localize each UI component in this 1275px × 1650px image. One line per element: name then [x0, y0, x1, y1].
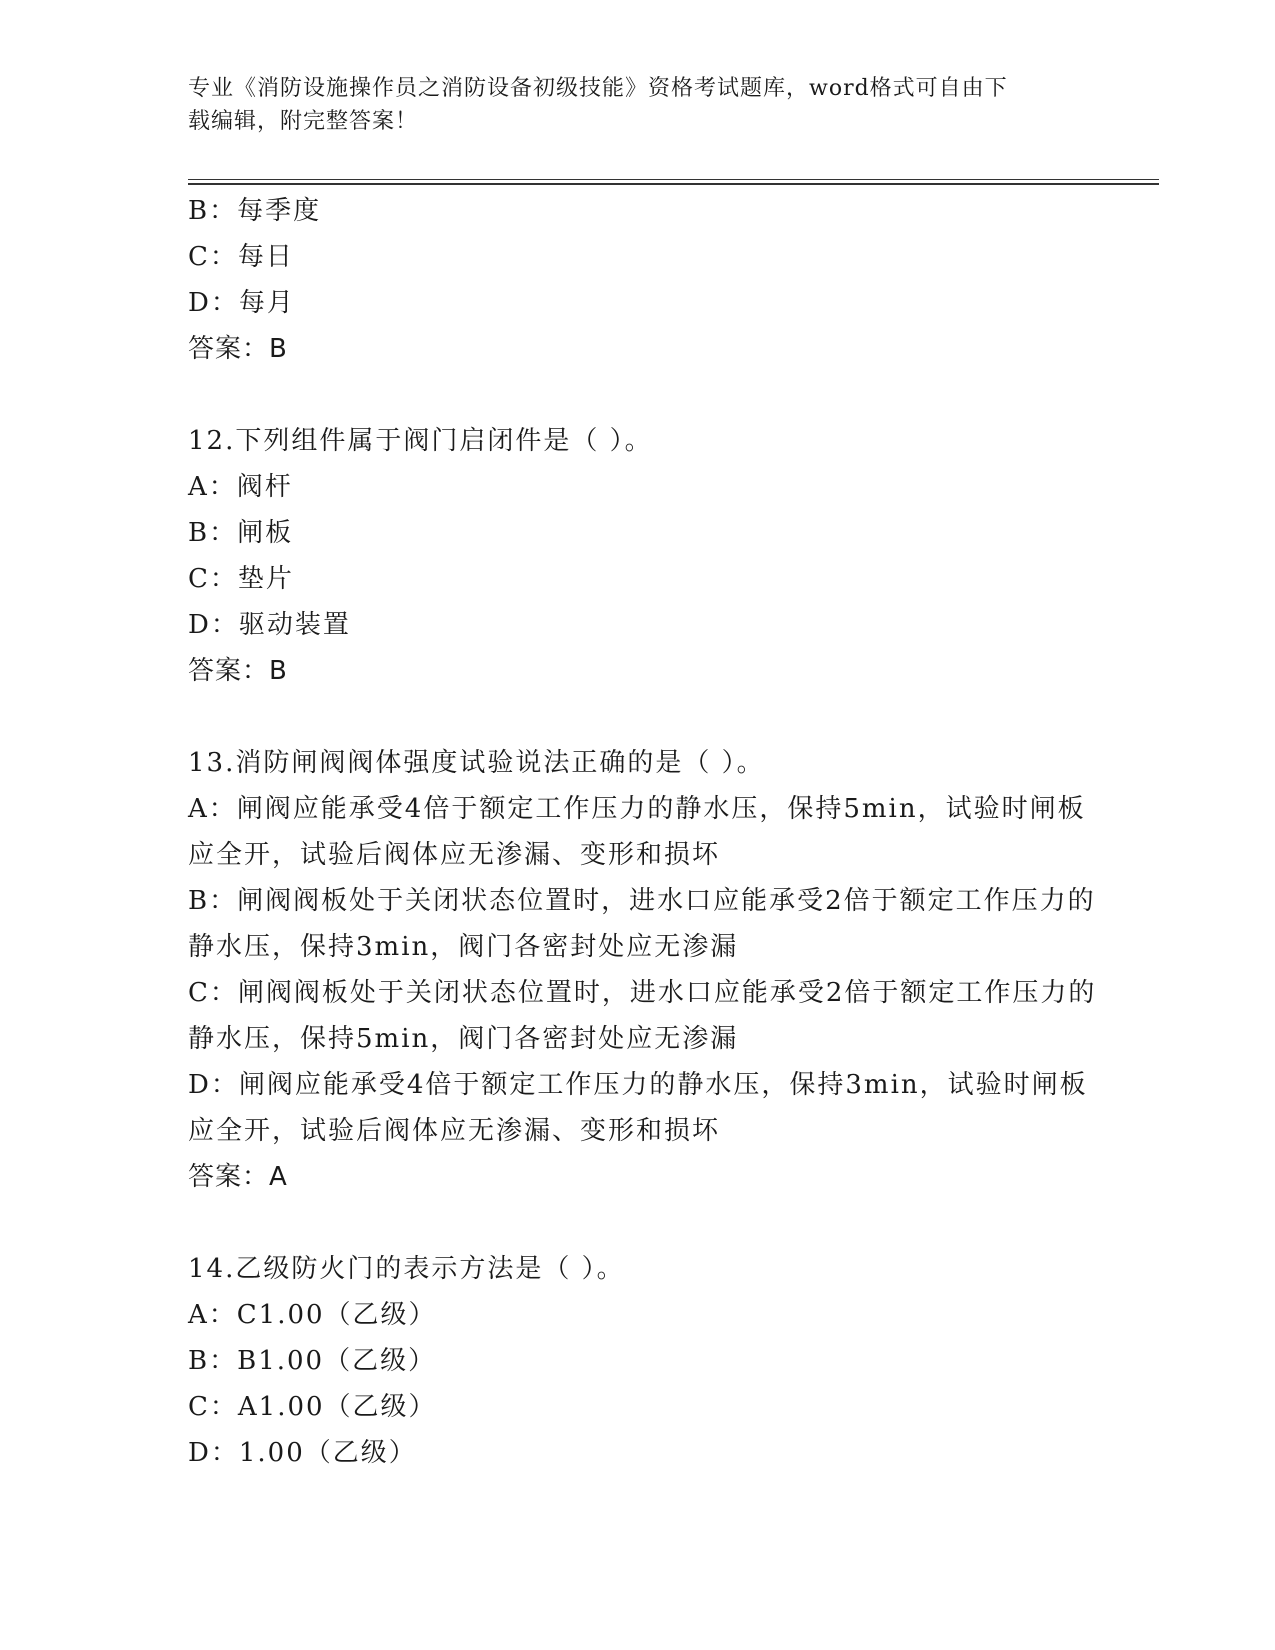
option-b: B：闸阀阀板处于关闭状态位置时，进水口应能承受2倍于额定工作压力的静水压，保持3min，阀门各密封处应无渗漏 [188, 886, 1096, 962]
option-a: A：闸阀应能承受4倍于额定工作压力的静水压，保持5min，试验时闸板应全开，试验后阀体应无渗漏、变形和损坏 [188, 794, 1086, 870]
answer-label: 答案：B [188, 334, 288, 364]
answer-label: 答案：B [188, 656, 288, 686]
option-d: D：每月 [188, 288, 295, 318]
option-b: B：闸板 [188, 518, 294, 548]
question-stem: 14.乙级防火门的表示方法是（ ）。 [188, 1254, 625, 1284]
option-d: D：闸阀应能承受4倍于额定工作压力的静水压，保持3min，试验时闸板应全开，试验后阀体应无渗漏、变形和损坏 [188, 1070, 1088, 1146]
question-list [188, 188, 1108, 1476]
spacer [188, 1200, 1108, 1246]
question-block-13 [188, 740, 1108, 1200]
header-divider [188, 179, 1159, 185]
option-d: D：驱动装置 [188, 610, 351, 640]
spacer [188, 372, 1108, 418]
option-a: A：C1.00（乙级） [188, 1300, 437, 1330]
option-c: C：A1.00（乙级） [188, 1392, 437, 1422]
option-c: C：每日 [188, 242, 294, 272]
spacer [188, 694, 1108, 740]
answer-label: 答案：A [188, 1162, 288, 1192]
option-c: C：闸阀阀板处于关闭状态位置时，进水口应能承受2倍于额定工作压力的静水压，保持5min，阀门各密封处应无渗漏 [188, 978, 1097, 1054]
question-block-prev [188, 188, 1108, 372]
option-b: B：B1.00（乙级） [188, 1346, 437, 1376]
question-stem: 13.消防闸阀阀体强度试验说法正确的是（ ）。 [188, 748, 765, 778]
header-line-2: 载编辑，附完整答案！ [188, 109, 419, 134]
option-b: B：每季度 [188, 196, 322, 226]
header-line-1: 专业《消防设施操作员之消防设备初级技能》资格考试题库，word格式可自由下 [188, 76, 1008, 101]
option-d: D：1.00（乙级） [188, 1438, 417, 1468]
document-header [188, 72, 1088, 138]
option-c: C：垫片 [188, 564, 294, 594]
question-block-14 [188, 1246, 1108, 1476]
question-block-12 [188, 418, 1108, 694]
option-a: A：阀杆 [188, 472, 293, 502]
question-stem: 12.下列组件属于阀门启闭件是（ ）。 [188, 426, 653, 456]
